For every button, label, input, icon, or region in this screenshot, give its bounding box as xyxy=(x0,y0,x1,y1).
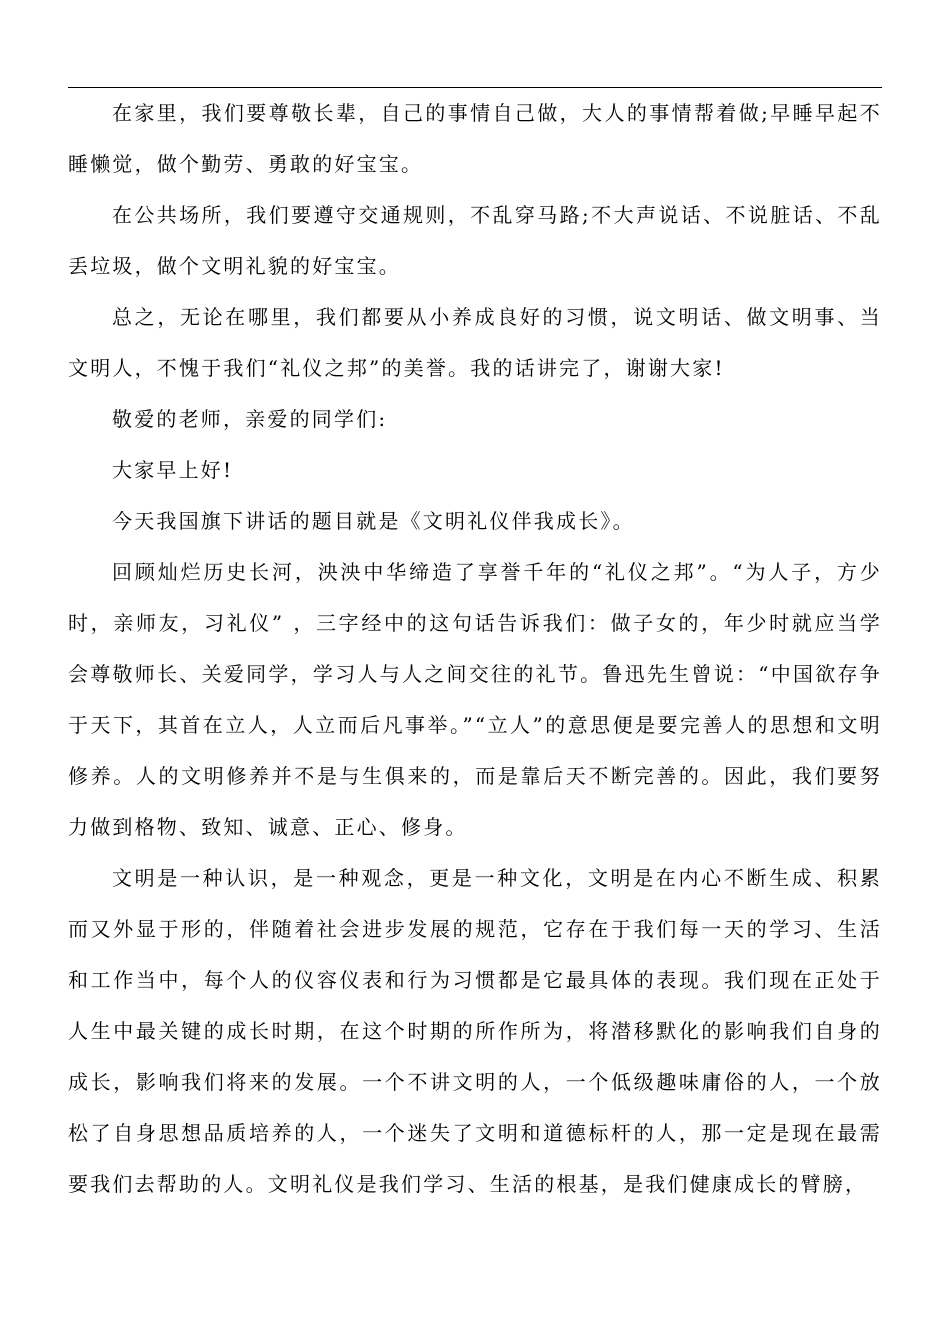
document-body xyxy=(68,88,882,1210)
greeting-line: 敬爱的老师，亲爱的同学们: xyxy=(112,407,388,431)
paragraph: 在家里，我们要尊敬长辈，自己的事情自己做，大人的事情帮着做;早睡早起不睡懒觉，做个勤劳、勇敢的好宝宝。 xyxy=(68,101,882,176)
paragraph: 回顾灿烂历史长河，泱泱中华缔造了享誉千年的“礼仪之邦”。“为人子，方少时，亲师友，习礼仪” ，三字经中的这句话告诉我们：做子女的，年少时就应当学会尊敬师长、关爱同学，学习人与人之间交往的礼节。鲁迅先生曾说：“中国欲存争于天下，其首在立人，人立而后凡事举。”“立人”的意思便是要完善人的思想和文明修养。人的文明修养并不是与生俱来的，而是靠后天不断完善的。因此，我们要努力做到格物、致知、诚意、正心、修身。 xyxy=(68,560,882,839)
paragraph: 总之，无论在哪里，我们都要从小养成良好的习惯，说文明话、做文明事、当文明人，不愧于我们“礼仪之邦”的美誉。我的话讲完了，谢谢大家! xyxy=(68,305,882,380)
paragraph: 文明是一种认识，是一种观念，更是一种文化，文明是在内心不断生成、积累而又外显于形的，伴随着社会进步发展的规范，它存在于我们每一天的学习、生活和工作当中，每个人的仪容仪表和行为习惯都是它最具体的表现。我们现在正处于人生中最关键的成长时期，在这个时期的所作所为，将潜移默化的影响我们自身的成长，影响我们将来的发展。一个不讲文明的人，一个低级趣味庸俗的人，一个放松了自身思想品质培养的人，一个迷失了文明和道德标杆的人，那一定是现在最需要我们去帮助的人。文明礼仪是我们学习、生活的根基，是我们健康成长的臂膀， xyxy=(68,866,882,1196)
greeting-line: 大家早上好! xyxy=(112,458,234,482)
speech-title-line: 今天我国旗下讲话的题目就是《文明礼仪伴我成长》。 xyxy=(112,509,635,533)
paragraph: 在公共场所，我们要遵守交通规则，不乱穿马路;不大声说话、不说脏话、不乱丢垃圾，做个文明礼貌的好宝宝。 xyxy=(68,203,882,278)
